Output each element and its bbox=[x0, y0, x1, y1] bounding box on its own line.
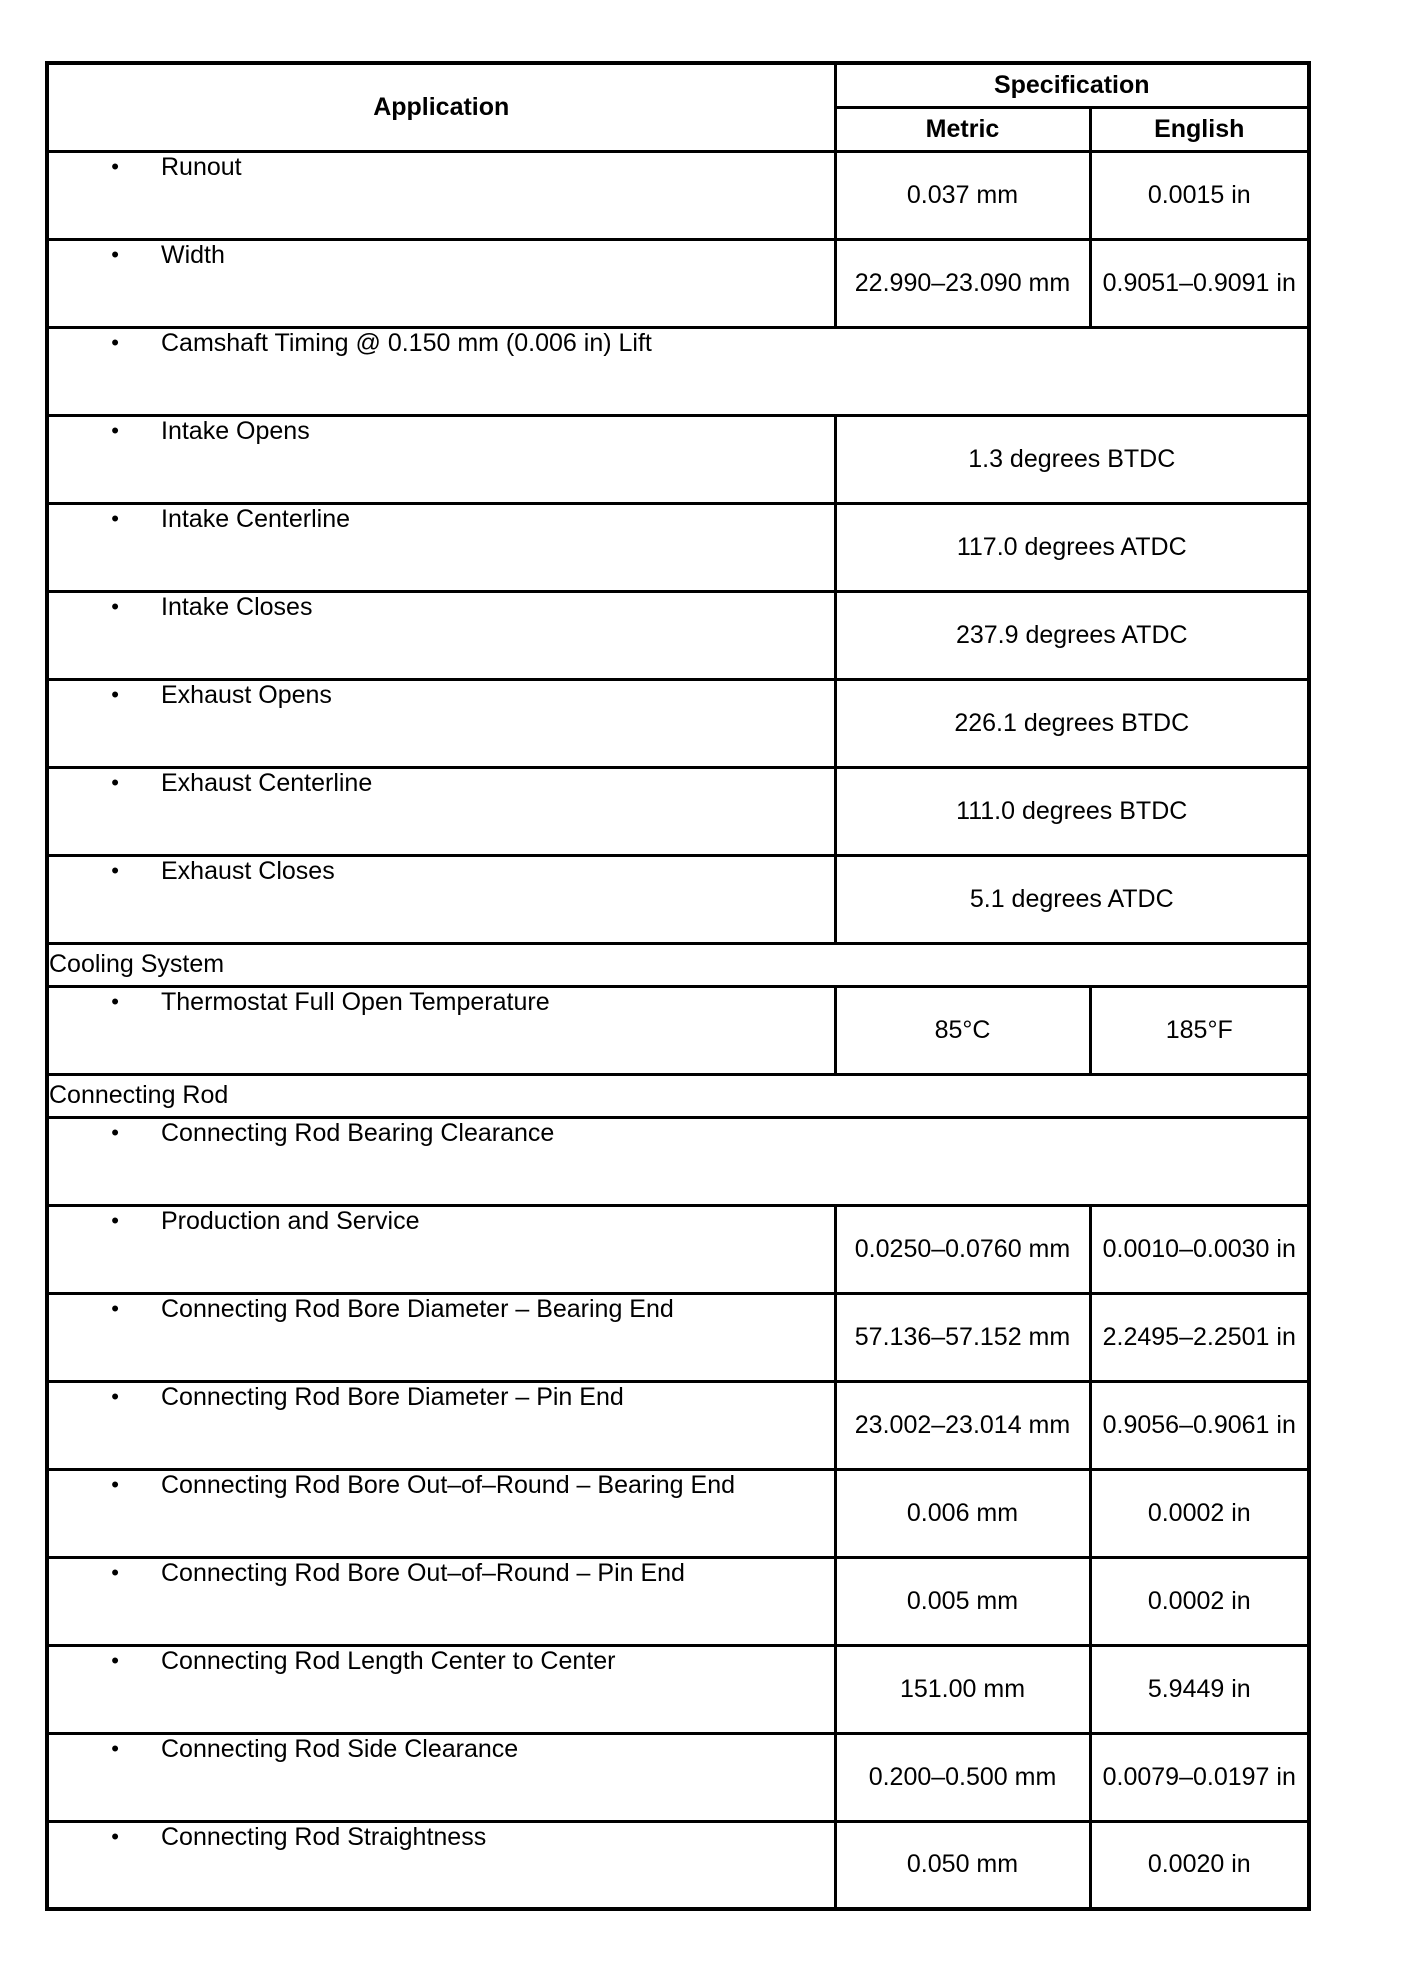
section-title: Connecting Rod bbox=[47, 1074, 1309, 1117]
english-value: 0.0020 in bbox=[1090, 1821, 1309, 1909]
table-row bbox=[47, 1381, 1309, 1469]
application-label: Production and Service bbox=[161, 1206, 420, 1235]
metric-value: 23.002–23.014 mm bbox=[835, 1381, 1090, 1469]
table-row bbox=[47, 855, 1309, 943]
table-row bbox=[47, 1117, 1309, 1205]
spec-value-combined: 237.9 degrees ATDC bbox=[835, 591, 1309, 679]
application-cell bbox=[47, 986, 835, 1074]
application-cell bbox=[47, 1821, 835, 1909]
metric-value: 0.005 mm bbox=[835, 1557, 1090, 1645]
application-label: Connecting Rod Bore Diameter – Pin End bbox=[161, 1382, 624, 1411]
bullet-icon: • bbox=[111, 1471, 119, 1497]
application-label: Intake Closes bbox=[161, 592, 313, 621]
application-label: Connecting Rod Side Clearance bbox=[161, 1734, 519, 1763]
application-label: Runout bbox=[161, 152, 242, 181]
application-label: Connecting Rod Length Center to Center bbox=[161, 1646, 616, 1675]
bullet-icon: • bbox=[111, 329, 119, 355]
bullet-icon: • bbox=[111, 681, 119, 707]
application-cell bbox=[47, 503, 835, 591]
table-row bbox=[47, 1821, 1309, 1909]
application-cell bbox=[47, 1469, 835, 1557]
specification-header: Specification bbox=[835, 63, 1309, 107]
application-cell bbox=[47, 1557, 835, 1645]
application-cell bbox=[47, 767, 835, 855]
bullet-icon: • bbox=[111, 593, 119, 619]
application-cell bbox=[47, 1205, 835, 1293]
application-cell bbox=[47, 415, 835, 503]
application-cell bbox=[47, 855, 835, 943]
bullet-icon: • bbox=[111, 1295, 119, 1321]
bullet-icon: • bbox=[111, 857, 119, 883]
table-row bbox=[47, 679, 1309, 767]
metric-header: Metric bbox=[835, 107, 1090, 151]
spec-value-combined: 117.0 degrees ATDC bbox=[835, 503, 1309, 591]
bullet-icon: • bbox=[111, 1559, 119, 1585]
application-label: Connecting Rod Bore Out–of–Round – Pin End bbox=[161, 1558, 685, 1587]
application-cell bbox=[47, 239, 835, 327]
metric-value: 57.136–57.152 mm bbox=[835, 1293, 1090, 1381]
spec-table bbox=[45, 61, 1311, 1911]
english-header: English bbox=[1090, 107, 1309, 151]
spec-value-combined: 226.1 degrees BTDC bbox=[835, 679, 1309, 767]
application-cell bbox=[47, 1645, 835, 1733]
application-label: Connecting Rod Bore Diameter – Bearing End bbox=[161, 1294, 674, 1323]
table-row bbox=[47, 415, 1309, 503]
application-label: Width bbox=[161, 240, 225, 269]
application-cell bbox=[47, 1117, 1309, 1205]
bullet-icon: • bbox=[111, 769, 119, 795]
metric-value: 0.200–0.500 mm bbox=[835, 1733, 1090, 1821]
application-cell bbox=[47, 1293, 835, 1381]
header-row-1 bbox=[47, 63, 1309, 107]
english-value: 0.9056–0.9061 in bbox=[1090, 1381, 1309, 1469]
table-row bbox=[47, 986, 1309, 1074]
bullet-icon: • bbox=[111, 988, 119, 1014]
section-row-cooling-system bbox=[47, 943, 1309, 986]
bullet-icon: • bbox=[111, 1207, 119, 1233]
english-value: 0.9051–0.9091 in bbox=[1090, 239, 1309, 327]
metric-value: 0.006 mm bbox=[835, 1469, 1090, 1557]
application-label: Connecting Rod Straightness bbox=[161, 1822, 487, 1851]
application-cell bbox=[47, 1381, 835, 1469]
bullet-icon: • bbox=[111, 1119, 119, 1145]
english-value: 0.0002 in bbox=[1090, 1469, 1309, 1557]
section-row-connecting-rod bbox=[47, 1074, 1309, 1117]
application-label: Camshaft Timing @ 0.150 mm (0.006 in) Lift bbox=[161, 328, 652, 357]
application-label: Exhaust Closes bbox=[161, 856, 335, 885]
spec-value-combined: 111.0 degrees BTDC bbox=[835, 767, 1309, 855]
table-row bbox=[47, 151, 1309, 239]
table-row bbox=[47, 1557, 1309, 1645]
bullet-icon: • bbox=[111, 417, 119, 443]
section-title: Cooling System bbox=[47, 943, 1309, 986]
application-label: Connecting Rod Bearing Clearance bbox=[161, 1118, 555, 1147]
bullet-icon: • bbox=[111, 1823, 119, 1849]
bullet-icon: • bbox=[111, 241, 119, 267]
table-row bbox=[47, 1733, 1309, 1821]
application-label: Intake Opens bbox=[161, 416, 310, 445]
bullet-icon: • bbox=[111, 505, 119, 531]
table-row bbox=[47, 1645, 1309, 1733]
application-cell bbox=[47, 1733, 835, 1821]
metric-value: 0.037 mm bbox=[835, 151, 1090, 239]
english-value: 0.0079–0.0197 in bbox=[1090, 1733, 1309, 1821]
table-row bbox=[47, 767, 1309, 855]
bullet-icon: • bbox=[111, 153, 119, 179]
bullet-icon: • bbox=[111, 1383, 119, 1409]
spec-value-combined: 5.1 degrees ATDC bbox=[835, 855, 1309, 943]
application-label: Exhaust Opens bbox=[161, 680, 332, 709]
table-row bbox=[47, 1293, 1309, 1381]
table-row bbox=[47, 1205, 1309, 1293]
english-value: 185°F bbox=[1090, 986, 1309, 1074]
english-value: 2.2495–2.2501 in bbox=[1090, 1293, 1309, 1381]
table-row bbox=[47, 327, 1309, 415]
application-header: Application bbox=[47, 63, 835, 151]
table-row bbox=[47, 1469, 1309, 1557]
application-cell bbox=[47, 151, 835, 239]
english-value: 0.0002 in bbox=[1090, 1557, 1309, 1645]
spec-value-combined: 1.3 degrees BTDC bbox=[835, 415, 1309, 503]
metric-value: 0.0250–0.0760 mm bbox=[835, 1205, 1090, 1293]
metric-value: 22.990–23.090 mm bbox=[835, 239, 1090, 327]
english-value: 0.0015 in bbox=[1090, 151, 1309, 239]
bullet-icon: • bbox=[111, 1647, 119, 1673]
application-label: Intake Centerline bbox=[161, 504, 351, 533]
table-row bbox=[47, 591, 1309, 679]
application-cell bbox=[47, 591, 835, 679]
metric-value: 85°C bbox=[835, 986, 1090, 1074]
english-value: 0.0010–0.0030 in bbox=[1090, 1205, 1309, 1293]
application-label: Connecting Rod Bore Out–of–Round – Bearing End bbox=[161, 1470, 735, 1499]
table-row bbox=[47, 503, 1309, 591]
application-label: Exhaust Centerline bbox=[161, 768, 373, 797]
metric-value: 151.00 mm bbox=[835, 1645, 1090, 1733]
bullet-icon: • bbox=[111, 1735, 119, 1761]
metric-value: 0.050 mm bbox=[835, 1821, 1090, 1909]
application-label: Thermostat Full Open Temperature bbox=[161, 987, 550, 1016]
table-row bbox=[47, 239, 1309, 327]
application-cell bbox=[47, 679, 835, 767]
application-cell bbox=[47, 327, 1309, 415]
english-value: 5.9449 in bbox=[1090, 1645, 1309, 1733]
